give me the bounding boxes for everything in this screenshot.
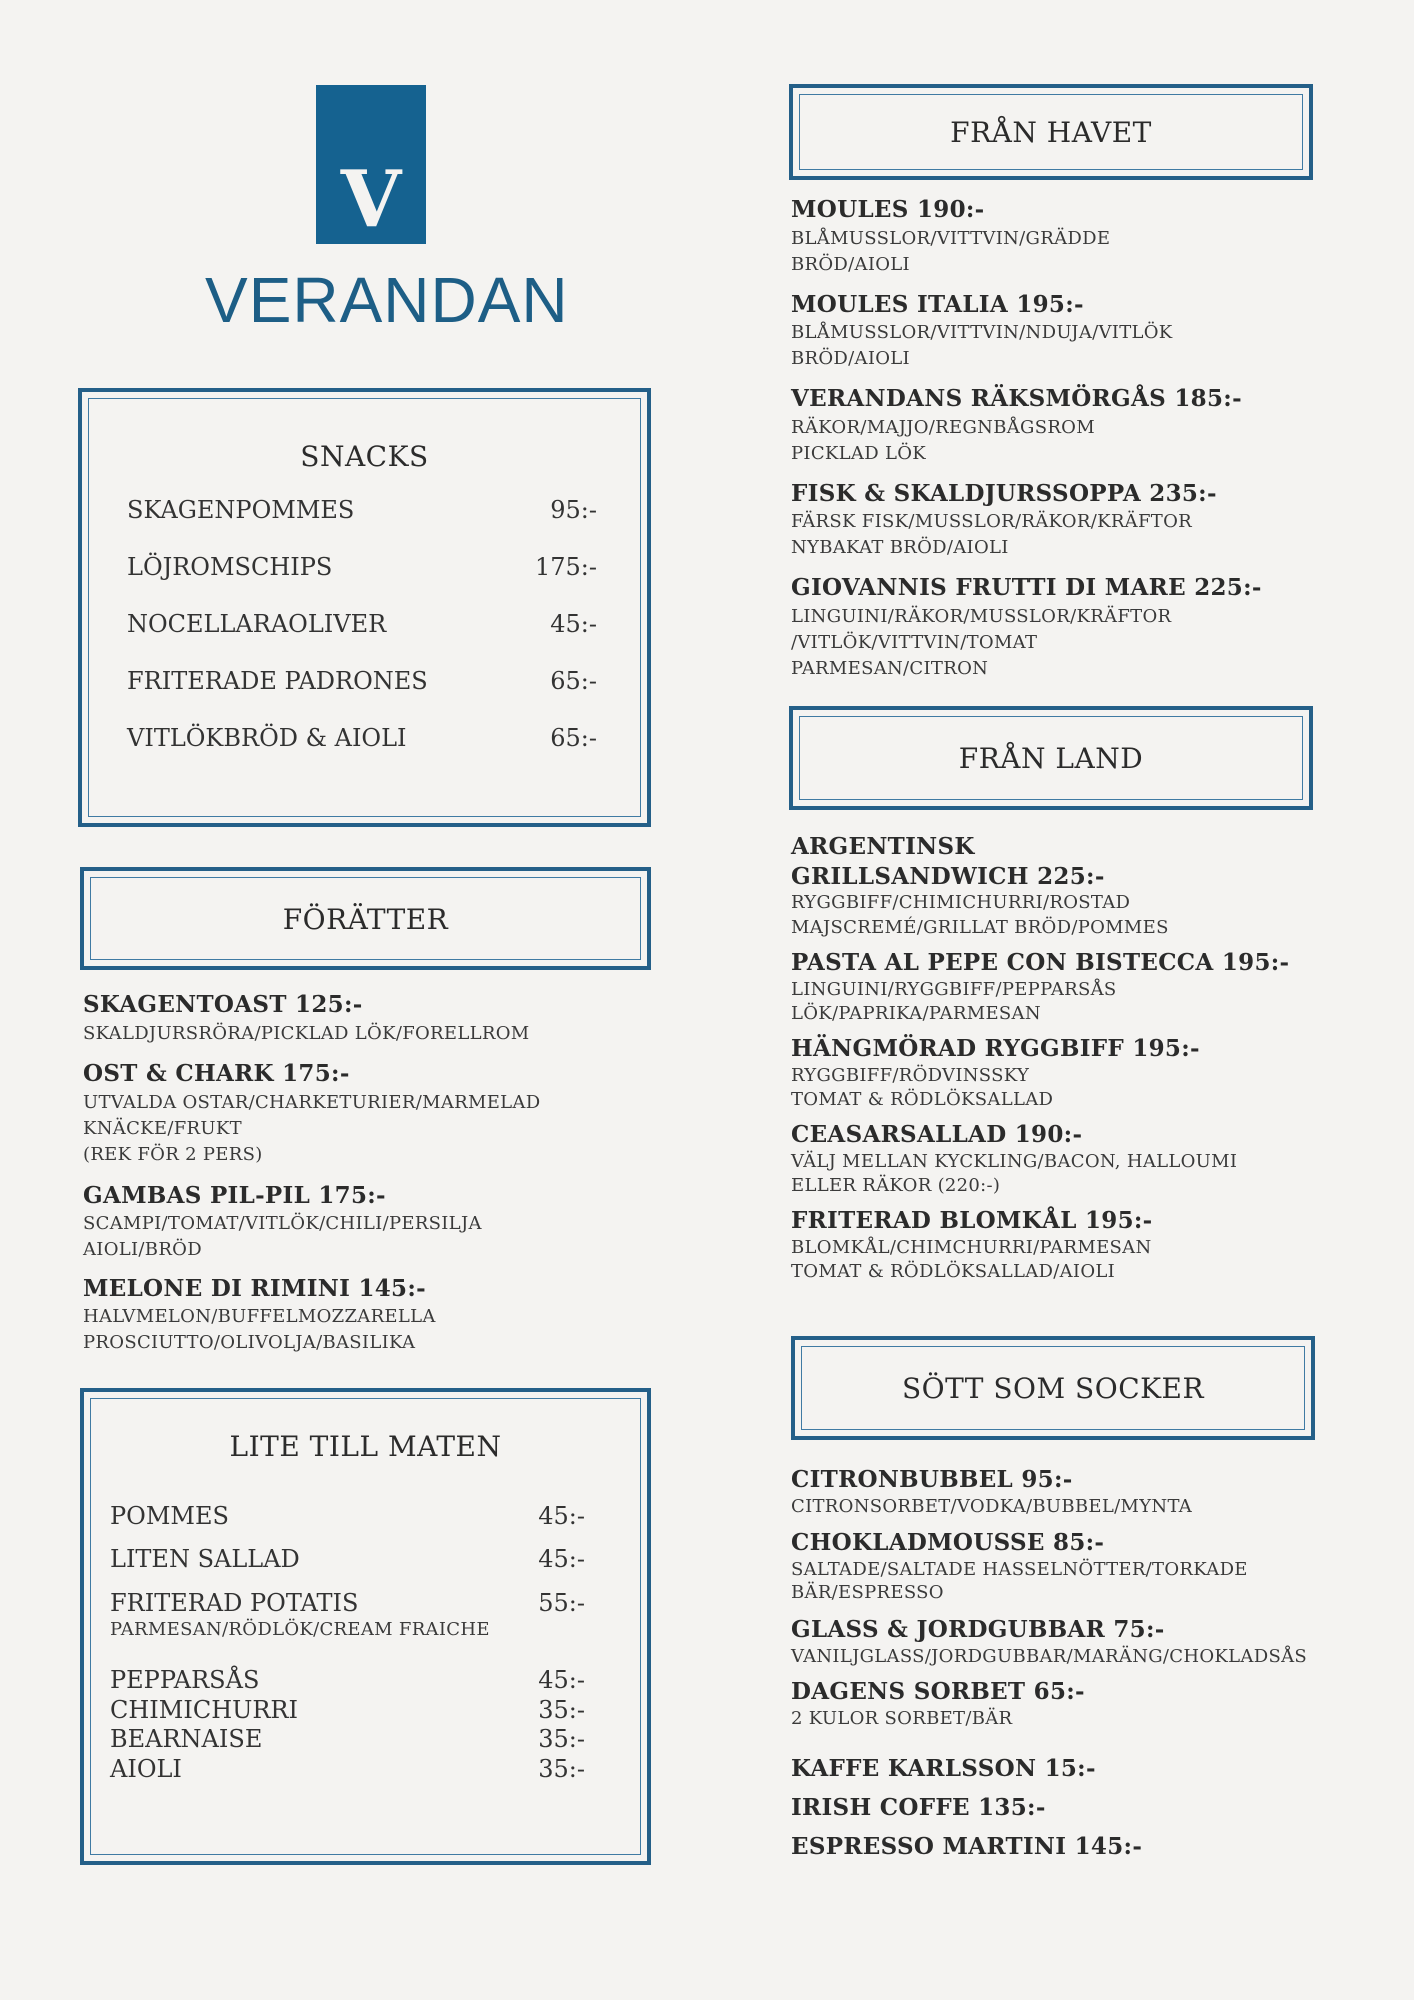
land-item-desc: RYGGBIFF/RÖDVINSSKY [791, 1065, 1030, 1086]
snacks-item-price: 65:- [550, 667, 597, 695]
havet-item-desc: LINGUINI/RÄKOR/MUSSLOR/KRÄFTOR [791, 606, 1172, 627]
havet-item-title: MOULES 190:- [791, 196, 985, 223]
snacks-item-name: SKAGENPOMMES [127, 496, 355, 524]
havet-item-desc: NYBAKAT BRÖD/AIOLI [791, 537, 1009, 558]
forratter-item-desc: AIOLI/BRÖD [83, 1239, 202, 1260]
sott-title: SÖTT SOM SOCKER [901, 1372, 1205, 1405]
restaurant-name: VERANDAN [205, 264, 569, 336]
sott-item-title: GLASS & JORDGUBBAR 75:- [791, 1616, 1165, 1643]
forratter-item-desc: UTVALDA OSTAR/CHARKETURIER/MARMELAD [83, 1092, 541, 1113]
lite-item [110, 1545, 585, 1573]
forratter-item-desc: PROSCIUTTO/OLIVOLJA/BASILIKA [83, 1332, 416, 1353]
drink-item: ESPRESSO MARTINI 145:- [791, 1833, 1143, 1860]
snacks-title: SNACKS [300, 440, 429, 473]
lite-item-sub: PARMESAN/RÖDLÖK/CREAM FRAICHE [110, 1619, 490, 1640]
havet-item-desc: PICKLAD LÖK [791, 443, 927, 464]
snacks-item-price: 95:- [550, 496, 597, 524]
havet-item-desc: BLÅMUSSLOR/VITTVIN/NDUJA/VITLÖK [791, 322, 1173, 343]
land-item-title: HÄNGMÖRAD RYGGBIFF 195:- [791, 1035, 1200, 1062]
land-item-title: ARGENTINSK [791, 833, 975, 860]
land-item-desc: MAJSCREMÉ/GRILLAT BRÖD/POMMES [791, 917, 1169, 938]
lite-item-name: FRITERAD POTATIS [110, 1589, 359, 1617]
snacks-item [127, 610, 597, 638]
sott-item-desc: VANILJGLASS/JORDGUBBAR/MARÄNG/CHOKLADSÅS [791, 1646, 1308, 1667]
lite-item-price: 45:- [538, 1545, 585, 1573]
forratter-item-title: SKAGENTOAST 125:- [83, 991, 363, 1018]
sott-item-title: DAGENS SORBET 65:- [791, 1678, 1085, 1705]
lite-item-price: 45:- [538, 1502, 585, 1530]
logo-letter: V [340, 154, 402, 245]
land-item-desc: ELLER RÄKOR (220:-) [791, 1175, 1001, 1196]
sauce-name: CHIMICHURRI [110, 1696, 298, 1724]
sauce-price: 45:- [538, 1666, 585, 1694]
forratter-item-desc: SKALDJURSRÖRA/PICKLAD LÖK/FORELLROM [83, 1023, 530, 1044]
forratter-item-title: GAMBAS PIL-PIL 175:- [83, 1182, 386, 1209]
snacks-item [127, 553, 597, 581]
havet-item-title: FISK & SKALDJURSSOPPA 235:- [791, 480, 1217, 507]
forratter-item-desc: (REK FÖR 2 PERS) [83, 1144, 263, 1165]
sauce-name: PEPPARSÅS [110, 1666, 260, 1694]
havet-item-desc: BRÖD/AIOLI [791, 254, 910, 275]
havet-header [789, 84, 1313, 180]
havet-item-desc: BRÖD/AIOLI [791, 348, 910, 369]
land-item-desc: LÖK/PAPRIKA/PARMESAN [791, 1003, 1041, 1024]
lite-item-price: 55:- [538, 1589, 585, 1617]
snacks-item-name: VITLÖKBRÖD & AIOLI [127, 724, 407, 752]
land-item-title: PASTA AL PEPE CON BISTECCA 195:- [791, 949, 1290, 976]
forratter-item-desc: SCAMPI/TOMAT/VITLÖK/CHILI/PERSILJA [83, 1213, 482, 1234]
havet-item-desc: /VITLÖK/VITTVIN/TOMAT [791, 632, 1038, 653]
forratter-item-title: OST & CHARK 175:- [83, 1060, 350, 1087]
havet-item-desc: RÄKOR/MAJJO/REGNBÅGSROM [791, 417, 1095, 438]
sott-header [791, 1336, 1315, 1440]
forratter-item-desc: KNÄCKE/FRUKT [83, 1118, 242, 1139]
havet-item-title: VERANDANS RÄKSMÖRGÅS 185:- [791, 385, 1242, 412]
sott-item-desc: CITRONSORBET/VODKA/BUBBEL/MYNTA [791, 1496, 1193, 1517]
land-title: FRÅN LAND [958, 742, 1144, 775]
sauce-item [110, 1725, 585, 1753]
sauce-price: 35:- [538, 1696, 585, 1724]
forratter-item-desc: HALVMELON/BUFFELMOZZARELLA [83, 1306, 436, 1327]
forratter-title: FÖRÄTTER [282, 903, 449, 936]
havet-title: FRÅN HAVET [950, 116, 1152, 149]
sauce-item [110, 1755, 585, 1783]
land-item-desc: TOMAT & RÖDLÖKSALLAD/AIOLI [791, 1261, 1116, 1282]
sauce-price: 35:- [538, 1725, 585, 1753]
sauce-item [110, 1666, 585, 1694]
havet-item-desc: FÄRSK FISK/MUSSLOR/RÄKOR/KRÄFTOR [791, 511, 1192, 532]
land-item-desc: VÄLJ MELLAN KYCKLING/BACON, HALLOUMI [791, 1151, 1238, 1172]
lite-item-name: LITEN SALLAD [110, 1545, 300, 1573]
land-item-desc: RYGGBIFF/CHIMICHURRI/ROSTAD [791, 892, 1131, 913]
land-item-title: FRITERAD BLOMKÅL 195:- [791, 1207, 1153, 1234]
snacks-item-name: NOCELLARAOLIVER [127, 610, 387, 638]
snacks-item [127, 667, 597, 695]
sott-item-desc: SALTADE/SALTADE HASSELNÖTTER/TORKADE [791, 1559, 1248, 1580]
sauce-name: BEARNAISE [110, 1725, 263, 1753]
logo-mark [316, 85, 426, 244]
snacks-item-name: FRITERADE PADRONES [127, 667, 428, 695]
lite-till-maten-title: LITE TILL MATEN [229, 1430, 502, 1463]
lite-item [110, 1502, 585, 1530]
drink-item: IRISH COFFE 135:- [791, 1794, 1046, 1821]
havet-item-desc: PARMESAN/CITRON [791, 658, 989, 679]
land-item-desc: TOMAT & RÖDLÖKSALLAD [791, 1089, 1054, 1110]
lite-item-name: POMMES [110, 1502, 229, 1530]
snacks-item-price: 175:- [534, 553, 597, 581]
snacks-item-price: 45:- [550, 610, 597, 638]
land-item-title: CEASARSALLAD 190:- [791, 1121, 1083, 1148]
land-item-desc: LINGUINI/RYGGBIFF/PEPPARSÅS [791, 979, 1117, 1000]
sauce-item [110, 1696, 585, 1724]
havet-item-title: MOULES ITALIA 195:- [791, 291, 1084, 318]
havet-item-desc: BLÅMUSSLOR/VITTVIN/GRÄDDE [791, 228, 1111, 249]
land-header [789, 706, 1313, 810]
havet-item-title: GIOVANNIS FRUTTI DI MARE 225:- [791, 574, 1262, 601]
forratter-item-title: MELONE DI RIMINI 145:- [83, 1275, 426, 1302]
land-item-title: GRILLSANDWICH 225:- [791, 863, 1105, 890]
sott-item-title: CHOKLADMOUSSE 85:- [791, 1529, 1105, 1556]
sott-item-desc: 2 KULOR SORBET/BÄR [791, 1708, 1013, 1729]
drink-item: KAFFE KARLSSON 15:- [791, 1755, 1096, 1782]
snacks-item-price: 65:- [550, 724, 597, 752]
forratter-header [80, 867, 651, 970]
snacks-item [127, 724, 597, 752]
sauce-price: 35:- [538, 1755, 585, 1783]
sott-item-desc: BÄR/ESPRESSO [791, 1582, 944, 1603]
snacks-box [78, 388, 651, 827]
snacks-item-name: LÖJROMSCHIPS [127, 553, 333, 581]
lite-item [110, 1589, 585, 1617]
sauce-name: AIOLI [110, 1755, 182, 1783]
land-item-desc: BLOMKÅL/CHIMCHURRI/PARMESAN [791, 1237, 1152, 1258]
snacks-item [127, 496, 597, 524]
sott-item-title: CITRONBUBBEL 95:- [791, 1466, 1073, 1493]
